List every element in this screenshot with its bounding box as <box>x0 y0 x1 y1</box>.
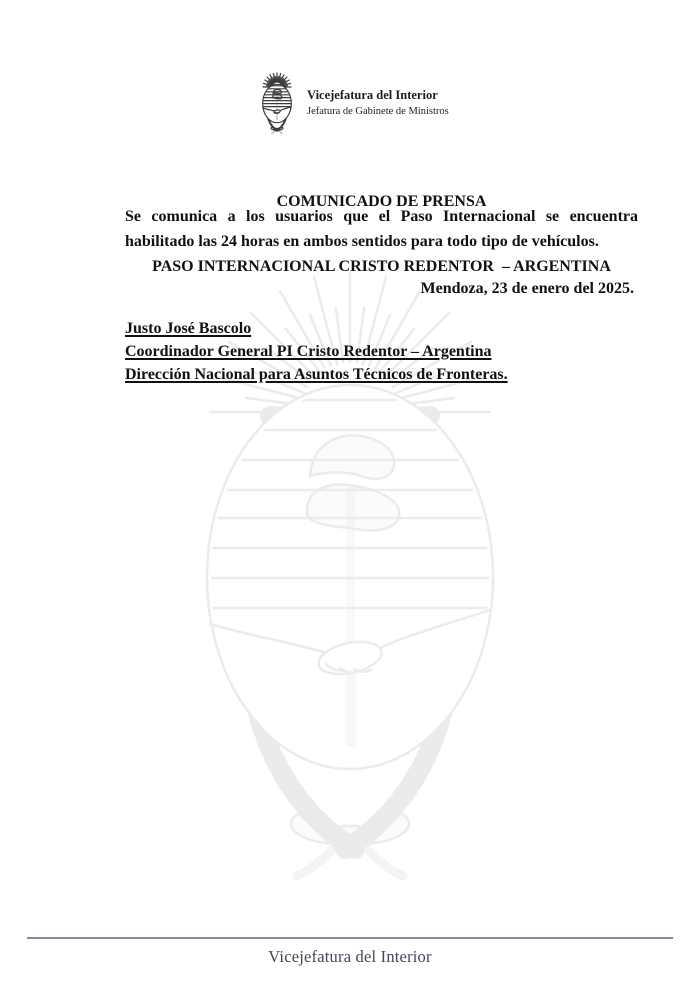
signature-block <box>125 317 508 386</box>
org-name: Vicejefatura del Interior <box>307 88 438 102</box>
body-paragraph <box>125 204 638 254</box>
signature-role: Coordinador General PI Cristo Redentor – Argentina <box>125 343 492 360</box>
paragraph-line-2: habilitado las 24 horas en ambos sentidos para todo tipo de vehículos. <box>125 233 599 250</box>
signature-name: Justo José Bascolo <box>125 320 252 337</box>
org-subtitle: Jefatura de Gabinete de Ministros <box>307 106 449 117</box>
paragraph-line-1: Se comunica a los usuarios que el Paso Internacional se encuentra <box>125 208 638 225</box>
footer-text: Vicejefatura del Interior <box>268 947 432 966</box>
title-line-1: COMUNICADO DE PRENSA <box>276 193 487 210</box>
title-line-2: PASO INTERNACIONAL CRISTO REDENTOR – ARGENTINA <box>152 257 611 275</box>
signature-department: Dirección Nacional para Asuntos Técnicos de Fronteras. <box>125 366 508 383</box>
footer-rule <box>27 937 673 939</box>
dateline: Mendoza, 23 de enero del 2025. <box>420 280 634 297</box>
letterhead <box>256 72 449 134</box>
letterhead-text <box>307 88 449 118</box>
argentine-coat-of-arms-icon <box>256 72 298 134</box>
